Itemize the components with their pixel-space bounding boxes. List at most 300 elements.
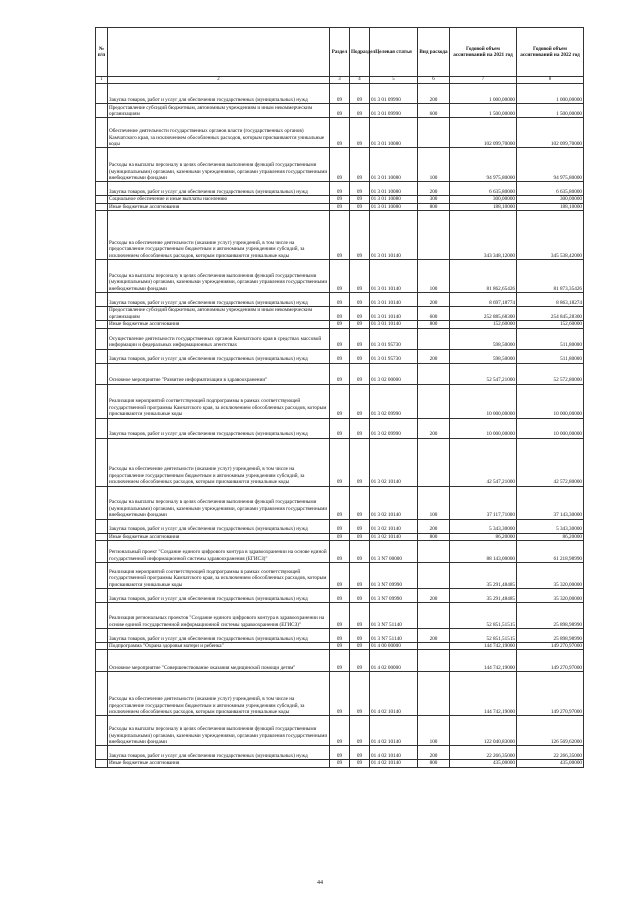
row-expense-type-cell — [418, 563, 450, 589]
row-podrazdel-cell: 09 — [350, 746, 370, 760]
row-podrazdel-cell: 09 — [350, 104, 370, 118]
row-amount-2022-cell: 126 569,62000 — [517, 716, 584, 746]
row-razdel-cell: 09 — [330, 629, 350, 643]
col-index: 8 — [517, 77, 584, 84]
row-num-cell — [96, 589, 108, 603]
row-amount-2021-cell: 86,20000 — [450, 533, 517, 540]
row-amount-2022-cell: 5 343,30000 — [517, 519, 584, 533]
row-razdel-cell: 09 — [330, 418, 350, 438]
row-expense-type-cell — [418, 438, 450, 486]
row-target-article-cell: 01 3 01 10080 — [370, 148, 418, 182]
row-expense-type-cell: 200 — [418, 84, 450, 104]
row-amount-2021-cell: 343 348,12000 — [450, 211, 517, 260]
row-razdel-cell: 09 — [330, 196, 350, 203]
table-row — [96, 746, 584, 760]
row-podrazdel-cell: 09 — [350, 716, 370, 746]
row-podrazdel-cell: 09 — [350, 541, 370, 563]
row-name-cell: Закупка товаров, работ и услуг для обеспечения государственных (муниципальных) нужд — [108, 629, 330, 643]
header-amount-2022: Годовой объем ассигнований на 2022 год — [517, 28, 584, 77]
row-amount-2021-cell: 94 975,80000 — [450, 148, 517, 182]
row-amount-2022-cell: 435,00000 — [517, 760, 584, 767]
row-razdel-cell: 09 — [330, 321, 350, 328]
page-number: 44 — [317, 880, 323, 886]
row-num-cell — [96, 438, 108, 486]
row-amount-2022-cell: 94 975,80000 — [517, 148, 584, 182]
row-podrazdel-cell: 09 — [350, 486, 370, 519]
row-amount-2022-cell: 52 572,80000 — [517, 363, 584, 384]
row-num-cell — [96, 418, 108, 438]
row-expense-type-cell: 800 — [418, 203, 450, 210]
row-amount-2021-cell: 1 000,00000 — [450, 84, 517, 104]
header-name — [108, 28, 330, 77]
header-target-article: Целевая статья — [370, 28, 418, 77]
row-target-article-cell: 01 3 01 10140 — [370, 307, 418, 321]
row-target-article-cell: 01 3 01 09990 — [370, 104, 418, 118]
row-name-cell: Региональный проект "Создание единого цифрового контура в здравоохранении на основе единой государственной информационной системы здравоохранения (ЕГИСЗ)" — [108, 541, 330, 563]
row-amount-2022-cell: 8 863,18274 — [517, 293, 584, 307]
row-amount-2022-cell: 35 320,00000 — [517, 563, 584, 589]
row-target-article-cell: 01 3 N7 09990 — [370, 589, 418, 603]
row-name-cell: Иные бюджетные ассигнования — [108, 203, 330, 210]
row-expense-type-cell — [418, 643, 450, 650]
row-num-cell — [96, 328, 108, 349]
row-razdel-cell: 09 — [330, 328, 350, 349]
table-row — [96, 349, 584, 363]
row-num-cell — [96, 541, 108, 563]
row-expense-type-cell — [418, 672, 450, 716]
row-amount-2022-cell: 511,80000 — [517, 328, 584, 349]
row-amount-2021-cell: 37 117,71000 — [450, 486, 517, 519]
row-amount-2022-cell: 300,00000 — [517, 196, 584, 203]
row-razdel-cell: 09 — [330, 349, 350, 363]
row-target-article-cell: 01 3 01 10080 — [370, 196, 418, 203]
row-podrazdel-cell: 09 — [350, 650, 370, 672]
row-target-article-cell: 01 4 02 10140 — [370, 746, 418, 760]
row-target-article-cell: 01 3 01 10080 — [370, 182, 418, 196]
row-expense-type-cell: 200 — [418, 182, 450, 196]
row-razdel-cell: 09 — [330, 384, 350, 418]
row-amount-2021-cell: 88 143,00000 — [450, 541, 517, 563]
row-razdel-cell: 09 — [330, 203, 350, 210]
table-row — [96, 260, 584, 293]
row-num-cell — [96, 203, 108, 210]
row-amount-2022-cell: 1 500,00000 — [517, 104, 584, 118]
row-num-cell — [96, 260, 108, 293]
row-num-cell — [96, 384, 108, 418]
table-row — [96, 519, 584, 533]
row-razdel-cell: 09 — [330, 84, 350, 104]
table-row — [96, 321, 584, 328]
row-amount-2021-cell: 5 343,30000 — [450, 519, 517, 533]
row-amount-2021-cell: 52 851,51515 — [450, 629, 517, 643]
table-row — [96, 211, 584, 260]
row-expense-type-cell: 200 — [418, 519, 450, 533]
row-num-cell — [96, 307, 108, 321]
col-index: 4 — [350, 77, 370, 84]
table-body — [96, 84, 584, 767]
header-amount-2021: Годовой объем ассигнований на 2021 год — [450, 28, 517, 77]
row-num-cell — [96, 293, 108, 307]
row-num-cell — [96, 533, 108, 540]
row-expense-type-cell — [418, 211, 450, 260]
col-index: 2 — [108, 77, 330, 84]
row-podrazdel-cell: 09 — [350, 349, 370, 363]
table-row — [96, 716, 584, 746]
row-amount-2021-cell: 144 742,19000 — [450, 672, 517, 716]
table-row — [96, 104, 584, 118]
row-expense-type-cell: 100 — [418, 260, 450, 293]
row-target-article-cell: 01 3 01 95730 — [370, 328, 418, 349]
row-target-article-cell: 01 3 N7 00000 — [370, 541, 418, 563]
row-razdel-cell: 09 — [330, 486, 350, 519]
row-expense-type-cell — [418, 118, 450, 148]
row-target-article-cell: 01 3 02 10140 — [370, 519, 418, 533]
header-num: № п/п — [96, 28, 108, 77]
row-razdel-cell: 09 — [330, 211, 350, 260]
row-podrazdel-cell: 09 — [350, 321, 370, 328]
row-amount-2022-cell: 61 218,98990 — [517, 541, 584, 563]
row-podrazdel-cell: 09 — [350, 384, 370, 418]
row-expense-type-cell: 200 — [418, 629, 450, 643]
row-podrazdel-cell: 09 — [350, 211, 370, 260]
row-name-cell: Закупка товаров, работ и услуг для обеспечения государственных (муниципальных) нужд — [108, 293, 330, 307]
row-amount-2021-cell: 144 742,19000 — [450, 643, 517, 650]
table-row — [96, 118, 584, 148]
row-name-cell: Расходы на выплаты персоналу в целях обеспечения выполнения функций государственными (муниципальными) органами, казенными учреждениями, органами управления государственными внебюджетными фондами — [108, 716, 330, 746]
col-index: 7 — [450, 77, 517, 84]
row-podrazdel-cell: 09 — [350, 363, 370, 384]
row-podrazdel-cell: 09 — [350, 563, 370, 589]
budget-table — [95, 27, 584, 768]
row-name-cell: Расходы на обеспечение деятельности (оказание услуг) учреждений, в том числе на предоставление государственным бюджетным и автономным учреждениям субсидий, за исключением обособленных расходов, которым присваиваются уникальные коды — [108, 438, 330, 486]
row-name-cell: Подпрограмма "Охрана здоровья матери и ребенка" — [108, 643, 330, 650]
row-target-article-cell: 01 3 N7 51140 — [370, 603, 418, 629]
row-target-article-cell: 01 3 01 10140 — [370, 321, 418, 328]
row-podrazdel-cell: 09 — [350, 118, 370, 148]
row-amount-2021-cell: 52 851,51515 — [450, 603, 517, 629]
row-amount-2021-cell: 22 266,35000 — [450, 746, 517, 760]
row-razdel-cell: 09 — [330, 541, 350, 563]
row-target-article-cell: 01 4 00 00000 — [370, 643, 418, 650]
row-target-article-cell: 01 3 01 95730 — [370, 349, 418, 363]
row-amount-2021-cell: 6 635,80000 — [450, 182, 517, 196]
row-amount-2022-cell: 149 270,97000 — [517, 650, 584, 672]
row-amount-2022-cell: 152,60000 — [517, 321, 584, 328]
row-num-cell — [96, 716, 108, 746]
row-amount-2021-cell: 300,00000 — [450, 196, 517, 203]
row-amount-2022-cell: 102 099,70000 — [517, 118, 584, 148]
row-razdel-cell: 09 — [330, 260, 350, 293]
row-num-cell — [96, 603, 108, 629]
row-name-cell: Основное мероприятие "Совершенствование оказания медицинской помощи детям" — [108, 650, 330, 672]
row-amount-2022-cell: 10 000,00000 — [517, 418, 584, 438]
row-expense-type-cell: 200 — [418, 418, 450, 438]
table-row — [96, 328, 584, 349]
row-podrazdel-cell: 09 — [350, 418, 370, 438]
row-amount-2021-cell: 1 500,00000 — [450, 104, 517, 118]
row-razdel-cell: 09 — [330, 363, 350, 384]
row-amount-2021-cell: 81 862,65426 — [450, 260, 517, 293]
table-row — [96, 643, 584, 650]
table-row — [96, 384, 584, 418]
row-amount-2021-cell: 122 040,83000 — [450, 716, 517, 746]
row-num-cell — [96, 211, 108, 260]
row-name-cell: Закупка товаров, работ и услуг для обеспечения государственных (муниципальных) нужд — [108, 84, 330, 104]
table-row — [96, 418, 584, 438]
row-amount-2021-cell: 10 000,00000 — [450, 418, 517, 438]
table-row — [96, 541, 584, 563]
row-target-article-cell: 01 3 02 10140 — [370, 438, 418, 486]
row-podrazdel-cell: 09 — [350, 603, 370, 629]
row-razdel-cell: 09 — [330, 519, 350, 533]
row-razdel-cell: 09 — [330, 104, 350, 118]
row-razdel-cell: 09 — [330, 746, 350, 760]
row-expense-type-cell — [418, 384, 450, 418]
row-name-cell: Расходы на выплаты персоналу в целях обеспечения выполнения функций государственными (муниципальными) органами, казенными учреждениями, органами управления государственными внебюджетными фондами — [108, 260, 330, 293]
row-amount-2022-cell: 345 538,42000 — [517, 211, 584, 260]
row-target-article-cell: 01 3 01 10140 — [370, 293, 418, 307]
row-podrazdel-cell: 09 — [350, 643, 370, 650]
row-amount-2021-cell: 52 547,21000 — [450, 363, 517, 384]
row-amount-2022-cell: 35 320,00000 — [517, 589, 584, 603]
row-expense-type-cell: 200 — [418, 589, 450, 603]
row-num-cell — [96, 643, 108, 650]
row-podrazdel-cell: 09 — [350, 260, 370, 293]
row-target-article-cell: 01 3 01 10140 — [370, 260, 418, 293]
table-row — [96, 307, 584, 321]
row-amount-2021-cell: 42 547,21000 — [450, 438, 517, 486]
row-amount-2021-cell: 252 885,68300 — [450, 307, 517, 321]
row-amount-2021-cell: 35 291,48485 — [450, 563, 517, 589]
row-amount-2022-cell: 25 898,98990 — [517, 603, 584, 629]
row-amount-2021-cell: 10 000,00000 — [450, 384, 517, 418]
row-podrazdel-cell: 09 — [350, 589, 370, 603]
row-amount-2022-cell: 149 270,97000 — [517, 643, 584, 650]
row-amount-2021-cell: 598,50000 — [450, 349, 517, 363]
row-name-cell: Реализация мероприятий соответствующей подпрограммы в рамках соответствующей государственной программы Камчатского края, за исключением обособленных расходов, которым присваиваются уникальные коды — [108, 384, 330, 418]
row-amount-2021-cell: 152,60000 — [450, 321, 517, 328]
row-amount-2022-cell: 42 572,80000 — [517, 438, 584, 486]
row-razdel-cell: 09 — [330, 643, 350, 650]
row-name-cell: Расходы на выплаты персоналу в целях обеспечения выполнения функций государственными (муниципальными) органами, казенными учреждениями, органами управления государственными внебюджетными фондами — [108, 486, 330, 519]
row-podrazdel-cell: 09 — [350, 307, 370, 321]
row-target-article-cell: 01 4 02 10140 — [370, 760, 418, 767]
row-expense-type-cell: 800 — [418, 533, 450, 540]
row-razdel-cell: 09 — [330, 148, 350, 182]
row-razdel-cell: 09 — [330, 118, 350, 148]
col-index: 1 — [96, 77, 108, 84]
row-amount-2021-cell: 102 099,70000 — [450, 118, 517, 148]
row-num-cell — [96, 746, 108, 760]
row-name-cell: Расходы на выплаты персоналу в целях обеспечения выполнения функций государственными (муниципальными) органами, казенными учреждениями, органами управления государственными внебюджетными фондами — [108, 148, 330, 182]
row-expense-type-cell: 800 — [418, 760, 450, 767]
row-amount-2022-cell: 6 635,80000 — [517, 182, 584, 196]
row-razdel-cell: 09 — [330, 563, 350, 589]
row-razdel-cell: 09 — [330, 672, 350, 716]
row-name-cell: Предоставление субсидий бюджетным, автономным учреждениям и иным некоммерческим организациям — [108, 104, 330, 118]
row-name-cell: Закупка товаров, работ и услуг для обеспечения государственных (муниципальных) нужд — [108, 746, 330, 760]
row-razdel-cell: 09 — [330, 438, 350, 486]
row-podrazdel-cell: 09 — [350, 148, 370, 182]
row-num-cell — [96, 672, 108, 716]
row-expense-type-cell — [418, 363, 450, 384]
row-razdel-cell: 09 — [330, 716, 350, 746]
table-row — [96, 563, 584, 589]
row-expense-type-cell: 100 — [418, 486, 450, 519]
table-row — [96, 760, 584, 767]
row-amount-2021-cell: 598,50000 — [450, 328, 517, 349]
row-expense-type-cell — [418, 541, 450, 563]
row-target-article-cell: 01 3 02 10140 — [370, 486, 418, 519]
row-expense-type-cell — [418, 328, 450, 349]
table-row — [96, 650, 584, 672]
row-target-article-cell: 01 3 02 10140 — [370, 533, 418, 540]
row-expense-type-cell: 100 — [418, 716, 450, 746]
row-podrazdel-cell: 09 — [350, 629, 370, 643]
row-name-cell: Предоставление субсидий бюджетным, автономным учреждениям и иным некоммерческим организациям — [108, 307, 330, 321]
table-row — [96, 603, 584, 629]
row-razdel-cell: 09 — [330, 533, 350, 540]
row-podrazdel-cell: 09 — [350, 672, 370, 716]
table-row — [96, 196, 584, 203]
col-index: 3 — [330, 77, 350, 84]
col-index: 6 — [418, 77, 450, 84]
table-row — [96, 182, 584, 196]
table-row — [96, 589, 584, 603]
row-name-cell: Закупка товаров, работ и услуг для обеспечения государственных (муниципальных) нужд — [108, 418, 330, 438]
row-amount-2021-cell: 144 742,19000 — [450, 650, 517, 672]
row-num-cell — [96, 84, 108, 104]
row-target-article-cell: 01 3 01 10080 — [370, 118, 418, 148]
row-amount-2021-cell: 35 291,48485 — [450, 589, 517, 603]
table-row — [96, 629, 584, 643]
row-razdel-cell: 09 — [330, 307, 350, 321]
row-target-article-cell: 01 4 02 10140 — [370, 716, 418, 746]
row-num-cell — [96, 182, 108, 196]
row-amount-2022-cell: 1 000,00000 — [517, 84, 584, 104]
row-amount-2022-cell: 149 270,97000 — [517, 672, 584, 716]
row-target-article-cell: 01 3 N7 51140 — [370, 629, 418, 643]
row-amount-2022-cell: 86,20000 — [517, 533, 584, 540]
row-podrazdel-cell: 09 — [350, 760, 370, 767]
row-razdel-cell: 09 — [330, 603, 350, 629]
row-name-cell: Реализация региональных проектов "Создание единого цифрового контура в здравоохранении на основе единой государственной информационной системы здравоохранения (ЕГИСЗ)" — [108, 603, 330, 629]
row-num-cell — [96, 118, 108, 148]
row-target-article-cell: 01 3 01 10080 — [370, 203, 418, 210]
row-name-cell: Закупка товаров, работ и услуг для обеспечения государственных (муниципальных) нужд — [108, 182, 330, 196]
row-amount-2022-cell: 10 000,00000 — [517, 384, 584, 418]
row-num-cell — [96, 148, 108, 182]
row-name-cell: Закупка товаров, работ и услуг для обеспечения государственных (муниципальных) нужд — [108, 589, 330, 603]
row-target-article-cell: 01 4 02 00000 — [370, 650, 418, 672]
table-row — [96, 148, 584, 182]
row-target-article-cell: 01 3 01 09990 — [370, 84, 418, 104]
row-razdel-cell: 09 — [330, 760, 350, 767]
header-expense-type: Вид расхода — [418, 28, 450, 77]
row-amount-2021-cell: 435,00000 — [450, 760, 517, 767]
row-name-cell: Иные бюджетные ассигнования — [108, 760, 330, 767]
row-podrazdel-cell: 09 — [350, 203, 370, 210]
row-expense-type-cell: 300 — [418, 196, 450, 203]
row-amount-2022-cell: 25 898,98990 — [517, 629, 584, 643]
row-expense-type-cell: 600 — [418, 104, 450, 118]
column-index-row — [96, 77, 584, 84]
table-row — [96, 363, 584, 384]
row-razdel-cell: 09 — [330, 589, 350, 603]
row-num-cell — [96, 519, 108, 533]
header-podrazdel: Подраздел — [350, 28, 370, 77]
row-amount-2022-cell: 511,80000 — [517, 349, 584, 363]
row-podrazdel-cell: 09 — [350, 328, 370, 349]
row-target-article-cell: 01 3 01 10140 — [370, 211, 418, 260]
header-row — [96, 28, 584, 77]
row-expense-type-cell — [418, 603, 450, 629]
row-num-cell — [96, 650, 108, 672]
row-expense-type-cell: 200 — [418, 746, 450, 760]
row-num-cell — [96, 196, 108, 203]
col-index: 5 — [370, 77, 418, 84]
row-name-cell: Иные бюджетные ассигнования — [108, 321, 330, 328]
row-name-cell: Расходы на обеспечение деятельности (оказание услуг) учреждений, в том числе на предоставление государственным бюджетным и автономным учреждениям субсидий, за исключением обособленных расходов, которым присваиваются уникальные коды — [108, 672, 330, 716]
row-num-cell — [96, 363, 108, 384]
table-row — [96, 533, 584, 540]
row-expense-type-cell — [418, 650, 450, 672]
row-amount-2022-cell: 188,10000 — [517, 203, 584, 210]
row-expense-type-cell: 200 — [418, 293, 450, 307]
row-num-cell — [96, 629, 108, 643]
row-num-cell — [96, 321, 108, 328]
row-name-cell: Закупка товаров, работ и услуг для обеспечения государственных (муниципальных) нужд — [108, 349, 330, 363]
table-row — [96, 293, 584, 307]
row-amount-2021-cell: 8 697,18774 — [450, 293, 517, 307]
row-name-cell: Реализация мероприятий соответствующей подпрограммы в рамках соответствующей государственной программы Камчатского края, за исключением обособленных расходов, которым присваиваются уникальные коды — [108, 563, 330, 589]
row-podrazdel-cell: 09 — [350, 293, 370, 307]
row-name-cell: Обеспечение деятельности государственных органов власти (государственных органов) Камчатского края, за исключением обособленных расходов, которым присваиваются уникальные коды — [108, 118, 330, 148]
table-row — [96, 486, 584, 519]
table-row — [96, 438, 584, 486]
row-num-cell — [96, 760, 108, 767]
table-row — [96, 672, 584, 716]
row-expense-type-cell: 100 — [418, 148, 450, 182]
header-razdel: Раздел — [330, 28, 350, 77]
row-podrazdel-cell: 09 — [350, 438, 370, 486]
row-num-cell — [96, 349, 108, 363]
row-num-cell — [96, 563, 108, 589]
row-podrazdel-cell: 09 — [350, 533, 370, 540]
row-target-article-cell: 01 3 02 00000 — [370, 363, 418, 384]
row-name-cell: Закупка товаров, работ и услуг для обеспечения государственных (муниципальных) нужд — [108, 519, 330, 533]
row-name-cell: Расходы на обеспечение деятельности (оказание услуг) учреждений, в том числе на предоставление государственным бюджетным и автономным учреждениям субсидий, за исключением обособленных расходов, которым присваиваются уникальные коды — [108, 211, 330, 260]
row-name-cell: Основное мероприятие "Развитие информатизации в здравоохранении" — [108, 363, 330, 384]
row-name-cell: Иные бюджетные ассигнования — [108, 533, 330, 540]
row-amount-2022-cell: 254 845,28300 — [517, 307, 584, 321]
row-name-cell: Осуществление деятельности государственных органов Камчатского края в средствах массовой информации и федеральных информационных агентствах — [108, 328, 330, 349]
table-row — [96, 84, 584, 104]
row-expense-type-cell: 200 — [418, 349, 450, 363]
row-target-article-cell: 01 3 02 09990 — [370, 418, 418, 438]
row-razdel-cell: 09 — [330, 650, 350, 672]
row-amount-2021-cell: 188,10000 — [450, 203, 517, 210]
row-target-article-cell: 01 3 N7 09990 — [370, 563, 418, 589]
row-target-article-cell: 01 3 02 09990 — [370, 384, 418, 418]
row-razdel-cell: 09 — [330, 293, 350, 307]
row-podrazdel-cell: 09 — [350, 196, 370, 203]
row-podrazdel-cell: 09 — [350, 519, 370, 533]
row-num-cell — [96, 104, 108, 118]
row-podrazdel-cell: 09 — [350, 84, 370, 104]
table-row — [96, 203, 584, 210]
row-amount-2022-cell: 22 266,35000 — [517, 746, 584, 760]
